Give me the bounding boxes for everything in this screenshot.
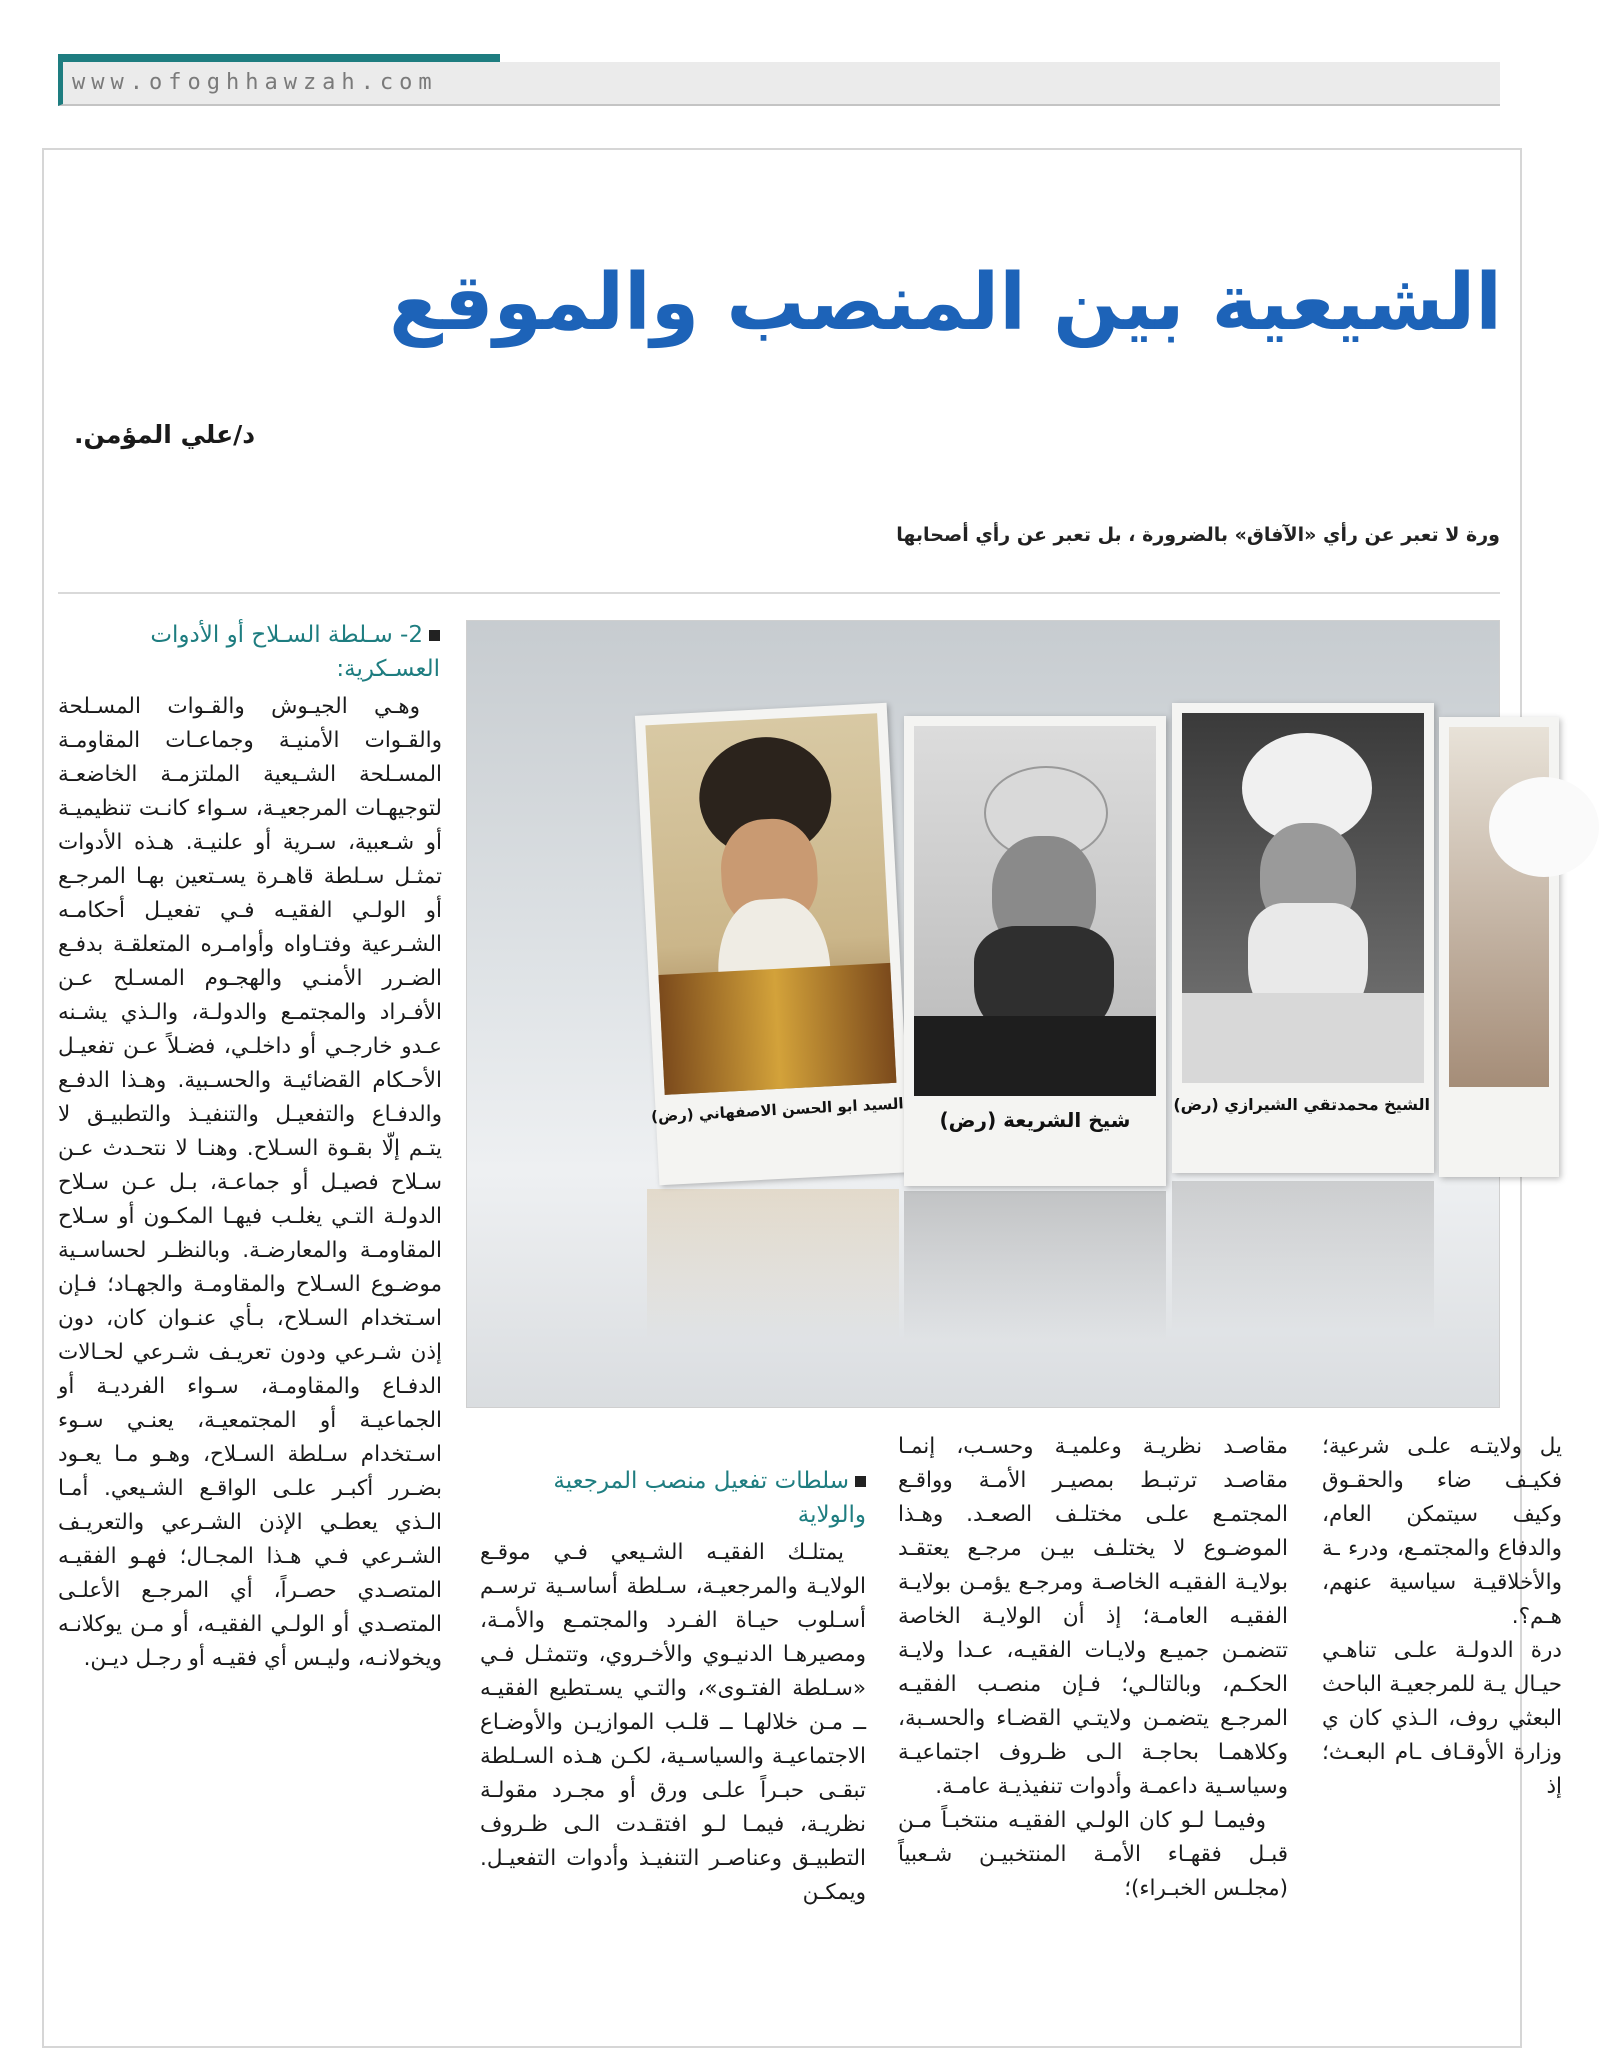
card-reflection-2 bbox=[904, 1191, 1166, 1341]
mid-heading-text: سلطات تفعيل منصب المرجعية والولاية bbox=[553, 1468, 866, 1528]
square-bullet-icon bbox=[429, 630, 440, 641]
portrait-card-4 bbox=[1439, 717, 1559, 1177]
middle-column-text bbox=[480, 1536, 866, 1996]
portrait-card-2 bbox=[904, 716, 1166, 1186]
right-paragraph-1: مقاصـد نظريـة وعلميـة وحسـب، إنمـا مقاصـد ترتبـط بمصيـر الأمـة وواقـع المجتمـع علـى مختلـف الصعـد. وهـذا الموضـوع لا يختلـف بيـن مرجـع يعتقـد بولايـة الفقيـه الخاصـة ومرجـع يؤمـن بولايـة الفقيـه العامـة؛ إذ أن الولايـة الخاصة تتضمـن جميـع ولايـات الفقيـه، عـدا ولايـة الحكـم، وبالتالـي؛ فـإن منصـب الفقيـه المرجـع يتضمـن ولايتـي القضـاء والحسـبة، وكلاهمـا بحاجـة الـى ظـروف اجتماعيـة وسياسـية داعمـة وأدوات تنفيذيـة عامـة. bbox=[898, 1434, 1288, 1799]
turban-shape-4 bbox=[1489, 777, 1599, 877]
robe-shape-2 bbox=[914, 1016, 1156, 1096]
caption-3: الشيخ محمدتقي الشيرازي (رض) bbox=[1173, 1095, 1430, 1114]
portrait-image-3 bbox=[1182, 713, 1424, 1083]
square-bullet-icon bbox=[855, 1476, 866, 1487]
far-paragraph-2: درة الدولـة علـى تناهـي حيـال يـة للمرجعيـة الباحث البعثي روف، الـذي كان ي وزارة الأوقـاف ـام البعـث؛ إذ bbox=[1322, 1638, 1562, 1799]
middle-column-heading bbox=[480, 1464, 866, 1532]
portrait-card-3 bbox=[1172, 703, 1434, 1173]
middle-paragraph: يمتلـك الفقيـه الشـيعي فـي موقـع الولايـة والمرجعيـة، سـلطة أساسـية ترسـم أسـلوب حيـاة الفـرد والمجتمـع والأمـة، ومصيرهـا الدنيـوي والأخـروي، وتتمثـل فـي «سـلطة الفتـوى»، والتـي يسـتطيع الفقيـه ــ مـن خلالهـا ــ قلـب الموازيـن والأوضـاع الاجتماعيـة والسياسـية، لكـن هـذه السـلطة تبقـى حبـراً علـى ورق أو مجـرد مقولـة نظريـة، فيمـا لـو افتقـدت الـى ظـروف التطبيـق وعناصـر التنفيـذ وأدوات التفعيـل. ويمكـن bbox=[480, 1540, 866, 1905]
left-column-text bbox=[58, 690, 442, 1990]
robe-shape-1 bbox=[658, 963, 896, 1095]
article-title: الشيعية بين المنصب والموقع bbox=[389, 258, 1502, 348]
far-right-column-text bbox=[1322, 1430, 1562, 2000]
card-reflection-1 bbox=[647, 1189, 899, 1339]
far-paragraph-1: يل ولايتـه علـى شرعية؛ فكيـف ضاء والحقـوق وكيف سيتمكن العام، والدفاع والمجتمـع، ودرء ـة والأخلاقيـة سياسية عنهم، هـم؟. bbox=[1322, 1434, 1562, 1629]
portrait-image-2 bbox=[914, 726, 1156, 1096]
author-bullet: . bbox=[74, 420, 84, 449]
site-url[interactable]: www.ofoghhawzah.com bbox=[72, 70, 438, 95]
left-heading-text: 2- سـلطة السـلاح أو الأدوات العسـكرية: bbox=[150, 622, 440, 682]
left-column-heading bbox=[58, 618, 440, 686]
left-paragraph: وهـي الجيـوش والقـوات المسـلحة والقـوات الأمنيـة وجماعـات المقاومـة المسـلحة الشـيعية الملتزمـة الخاضعـة لتوجيهـات المرجعيـة، سـواء كانـت تنظيميـة أو شـعبية، سـرية أو علنيـة. هـذه الأدوات تمثـل سـلطة قاهـرة يسـتعين بهـا المرجـع أو الولـي الفقيـه فـي تفعيـل أحكامـه الشـرعية وفتـاواه وأوامـره المتعلقـة بدفـع الضـرر الأمنـي والهجـوم المسـلح عـن الأفـراد والمجتمـع والدولـة، والـذي يشـنه عـدو خارجـي أو داخلـي، فضـلاً عـن تفعيـل الأحـكام القضائيـة والحسـبية. وهـذا الدفـع والدفـاع والتفعيـل والتنفيـذ والتطبيـق لا يتـم إلّا بقـوة السـلاح. وهنـا لا نتحـدث عـن سـلاح فصيـل أو جماعـة، بـل عـن سـلاح الدولـة التـي يغلـب فيهـا المكـون أو سـلاح المقاومـة والمعارضـة. وبالنظـر لحساسـية موضـوع السـلاح والمقاومـة والجهـاد؛ فـإن اسـتخدام السـلاح، بـأي عنـوان كان، دون إذن شـرعي ودون تعريـف شـرعي لحـالات الدفـاع والمقاومـة، سـواء الفرديـة أو الجماعيـة أو المجتمعيـة، يعنـي سـوء اسـتخدام سـلطة السـلاح، وهـو مـا يعـود بضـرر أكبـر علـى الواقـع الشـيعي. أمـا الـذي يعطـي الإذن الشـرعي والتعريـف الشـرعي فـي هـذا المجـال؛ فهـو الفقيـه المتصـدي حصـراً، أي المرجـع الأعلـى المتصـدي أو الولـي الفقيـه، أو مـن يوكلانـه ويخولانـه، وليـس أي فقيـه أو رجـل ديـن. bbox=[58, 694, 442, 1671]
card-reflection-3 bbox=[1172, 1181, 1434, 1331]
right-paragraph-2: وفيمـا لـو كان الولـي الفقيـه منتخبـاً مـن قبـل فقهـاء الأمـة المنتخبيـن شـعبياً (مجلـس الخبـراء)؛ bbox=[898, 1808, 1288, 1901]
portrait-image-4 bbox=[1449, 727, 1549, 1087]
article-disclaimer: ورة لا تعبر عن رأي «الآفاق» بالضرورة ، بل تعبر عن رأي أصحابها bbox=[896, 524, 1500, 546]
right-column-text bbox=[898, 1430, 1288, 2000]
section-divider bbox=[58, 592, 1500, 594]
portrait-card-1 bbox=[635, 703, 911, 1186]
author-name: د/علي المؤمن bbox=[83, 420, 256, 449]
robe-shape-3 bbox=[1182, 993, 1424, 1083]
portrait-image-1 bbox=[645, 713, 896, 1095]
caption-1: السيد ابو الحسن الاصفهاني (رض) bbox=[650, 1094, 904, 1126]
caption-2: شيخ الشريعة (رض) bbox=[939, 1108, 1131, 1132]
article-author bbox=[74, 420, 255, 449]
article-photo bbox=[466, 620, 1500, 1408]
header-accent-strip bbox=[58, 54, 500, 62]
